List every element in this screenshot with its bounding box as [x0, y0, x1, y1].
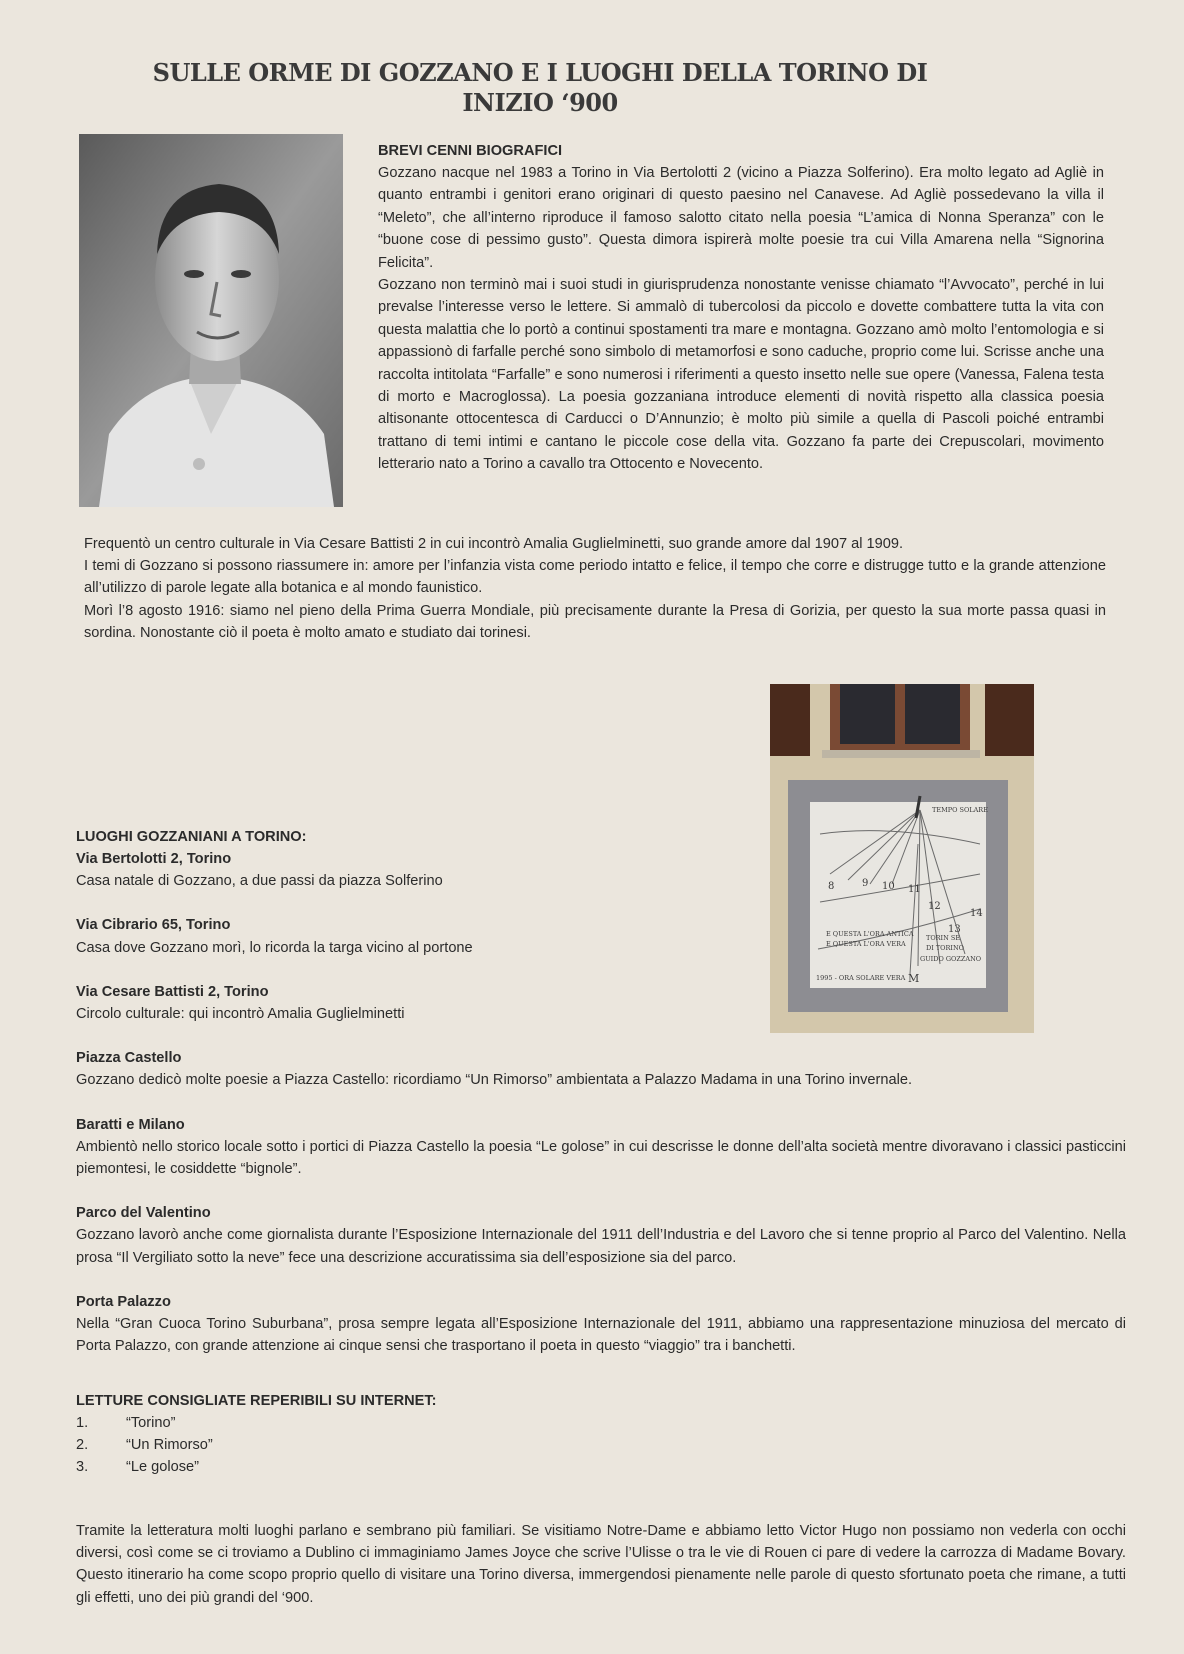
sundial-motto-right-2: DI TORINO — [926, 944, 964, 952]
place-description: Circolo culturale: qui incontrò Amalia Guglielminetti — [76, 1006, 405, 1023]
place-name: Via Cibrario 65, Torino — [76, 917, 231, 934]
place-item — [76, 1114, 1126, 1181]
sundial-footer: 1995 - ORA SOLARE VERA — [816, 974, 906, 982]
place-item — [76, 1291, 1126, 1358]
bio-heading: BREVI CENNI BIOGRAFICI — [378, 143, 563, 159]
place-description: Casa dove Gozzano morì, lo ricorda la targa vicino al portone — [76, 939, 473, 956]
place-description: Nella “Gran Cuoca Torino Suburbana”, prosa sempre legata all’Esposizione Internazionale del 1911, abbiamo una rappresentazione minuziosa del mercato di Porta Palazzo, con grande attenzione ai cinque sensi che trasportano il poeta in questo “viaggio” tra i banchetti. — [76, 1316, 1126, 1355]
sundial-meridian: M — [908, 972, 920, 985]
reading-item — [76, 1434, 1126, 1456]
sundial-numeral-9: 9 — [862, 878, 869, 889]
bio-paragraph-2: Gozzano non terminò mai i suoi studi in giurisprudenza nonostante venisse chiamato “l’Avvocato”, perché in lui prevalse l’interesse verso le lettere. Si ammalò di tubercolosi da piccolo e dovette combattere tutta la vita con questa malattia che lo portò a continui spostamenti tra mare e montagna. Gozzano amò molto l’entomologia e si appassionò di farfalle perché sono simbolo di metamorfosi e sono caduche, proprio come lui. Scrisse anche una raccolta intitolata “Farfalle” e sono numerosi i riferimenti a questo insetto nelle sue opere (Vanessa, Falena testa di morto e Macroglossa). La poesia gozzaniana introduce elementi di novità rispetto alla classica poesia altisonante ottocentesca di Carducci o D’Annunzio; è molto più simile a quella di Pascoli poiché entrambi trattano di temi intimi e cantano le piccole cose della vita. Gozzano fa parte dei Crepuscolari, movimento letterario nato a Torino a cavallo tra Ottocento e Novecento. — [378, 277, 1104, 473]
places-section — [76, 826, 1126, 1379]
readings-section — [76, 1390, 1126, 1479]
sundial-numeral-10: 10 — [882, 881, 895, 892]
place-description: Ambientò nello storico locale sotto i portici di Piazza Castello la poesia “Le golose” in cui descrisse le donne dell’alta società mentre divoravano i classici pasticcini piemontesi, le cosiddette “bignole”. — [76, 1138, 1126, 1178]
page-title — [120, 58, 960, 118]
places-heading: LUOGHI GOZZANIANI A TORINO: — [76, 829, 307, 845]
reading-title: “Le golose” — [126, 1459, 200, 1476]
sundial-numeral-11: 11 — [908, 884, 921, 895]
closing-paragraph: Tramite la letteratura molti luoghi parlano e sembrano più familiari. Se visitiamo Notre-Dame e abbiamo letto Victor Hugo non possiamo non vederla con occhi diversi, così come se ci troviamo a Dublino ci immaginiamo James Joyce che scrive l’Ulisse o tra le vie di Rouen ci pare di vedere la carrozza di Madame Bovary. Questo itinerario ha come scopo proprio quello di visitare una Torino diversa, immergendosi pienamente nelle parole di questo sfortunato poeta che rimane, a tutti gli effetti, uno dei più grandi del ‘900. — [76, 1522, 1126, 1606]
place-name: Porta Palazzo — [76, 1293, 171, 1310]
title-line-2: INIZIO ‘900 — [462, 88, 618, 117]
place-name: Piazza Castello — [76, 1050, 182, 1067]
sundial-motto-left-2: E QUESTA L'ORA VERA — [826, 940, 906, 948]
reading-item — [76, 1412, 1126, 1434]
reading-title: “Un Rimorso” — [126, 1437, 213, 1454]
continued-paragraph-2: I temi di Gozzano si possono riassumere in: amore per l’infanzia vista come periodo intatto e felice, il tempo che corre e distrugge tutto e la grande attenzione all’utilizzo di parole legate alla botanica e al mondo faunistico. — [84, 558, 1106, 597]
sundial-top-right: TEMPO SOLARE — [932, 806, 988, 814]
sundial-numeral-13: 13 — [948, 924, 961, 935]
reading-number: 2. — [76, 1437, 89, 1454]
place-item — [76, 1202, 1126, 1269]
bio-paragraph-1: Gozzano nacque nel 1983 a Torino in Via Bertolotti 2 (vicino a Piazza Solferino). Era molto legato ad Agliè in quanto entrambi i genitori erano originari di questo paesino nel Canavese. Ad Agliè possedevano la villa il “Meleto”, che all’interno riproduce il famoso salotto citato nella poesia “L’amica di Nonna Speranza” con le “buone cose di pessimo gusto”. Questa dimora ispirerà molte poesie tra cui Villa Amarena nella “Signorina Felicita”. — [378, 165, 1104, 271]
portrait-photo-icon — [79, 134, 343, 507]
reading-number: 3. — [76, 1459, 89, 1476]
sundial-author: GUIDO GOZZANO — [920, 955, 982, 963]
place-name: Via Cesare Battisti 2, Torino — [76, 983, 269, 1000]
sundial-motto-right-1: TORIN SE — [926, 934, 961, 942]
reading-title: “Torino” — [126, 1415, 176, 1431]
reading-item — [76, 1456, 1126, 1478]
biography-section — [378, 140, 1104, 476]
place-name: Baratti e Milano — [76, 1116, 185, 1133]
continued-paragraph-1: Frequentò un centro culturale in Via Cesare Battisti 2 in cui incontrò Amalia Guglielminetti, suo grande amore dal 1907 al 1909. — [84, 536, 904, 552]
place-item — [76, 848, 1126, 892]
biography-continued — [84, 533, 1106, 644]
continued-paragraph-3: Morì l’8 agosto 1916: siamo nel pieno della Prima Guerra Mondiale, più precisamente durante la Presa di Gorizia, per questo la sua morte passa quasi in sordina. Nonostante ciò il poeta è molto amato e studiato dai torinesi. — [84, 602, 1106, 641]
place-item — [76, 914, 1126, 958]
title-line-1: SULLE ORME DI GOZZANO E I LUOGHI DELLA TORINO DI — [152, 58, 928, 87]
readings-heading: LETTURE CONSIGLIATE REPERIBILI SU INTERNET: — [76, 1393, 437, 1409]
place-name: Parco del Valentino — [76, 1205, 211, 1222]
sundial-numeral-12: 12 — [928, 901, 941, 912]
place-name: Via Bertolotti 2, Torino — [76, 851, 232, 867]
place-description: Gozzano dedicò molte poesie a Piazza Castello: ricordiamo “Un Rimorso” ambientata a Palazzo Madama in una Torino invernale. — [76, 1072, 913, 1089]
reading-number: 1. — [76, 1415, 89, 1431]
sundial-numeral-8: 8 — [828, 881, 835, 892]
place-item — [76, 981, 1126, 1025]
place-description: Gozzano lavorò anche come giornalista durante l’Esposizione Internazionale del 1911 dell’Industria e del Lavoro che si tenne proprio al Parco del Valentino. Nella prosa “Il Vergiliato sotto la neve” fece una descrizione accuratissima sia dell’esposizione sia del parco. — [76, 1227, 1126, 1266]
sundial-motto-left-1: E QUESTA L'ORA ANTICA — [826, 930, 914, 938]
place-description: Casa natale di Gozzano, a due passi da piazza Solferino — [76, 873, 443, 890]
sundial-numeral-14: 14 — [970, 908, 983, 919]
place-item — [76, 1047, 1126, 1091]
